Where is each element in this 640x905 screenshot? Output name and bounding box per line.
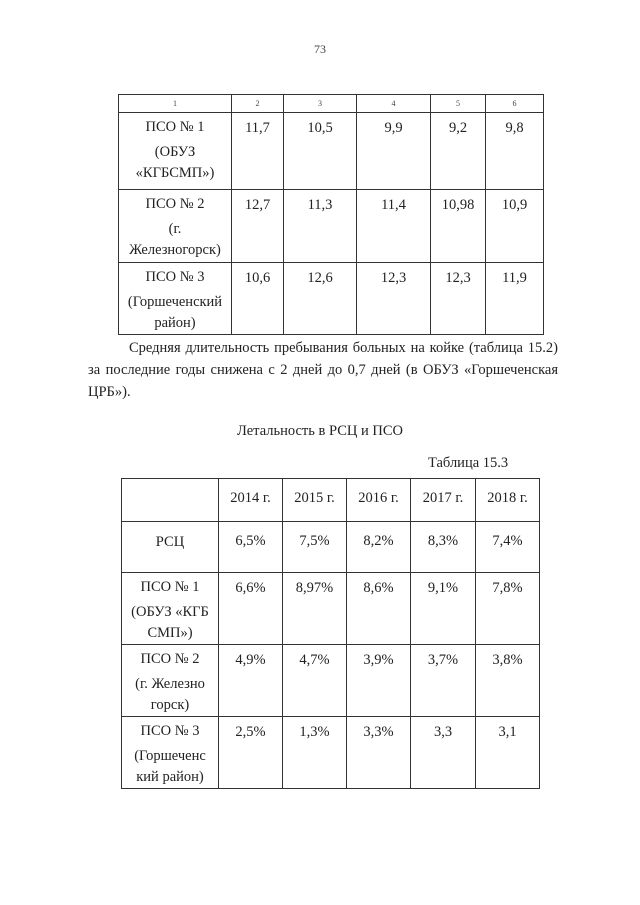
header-cell: 1: [119, 95, 232, 113]
table-cell: 8,3%: [411, 522, 476, 573]
row-sub: (г. Железно горск): [135, 676, 205, 713]
table-row: [119, 263, 544, 335]
row-label: [119, 113, 232, 190]
table-cell: 6,6%: [219, 573, 283, 645]
table-cell: 9,8: [486, 113, 544, 190]
table-caption: Летальность в РСЦ и ПСО: [237, 423, 403, 439]
table-cell: 3,7%: [411, 645, 476, 717]
header-cell: 2015 г.: [283, 479, 347, 522]
table-cell: 7,5%: [283, 522, 347, 573]
table-cell: 12,6: [284, 263, 357, 335]
table-cell: 3,3: [411, 717, 476, 789]
table-cell: 12,3: [431, 263, 486, 335]
table-cell: 10,6: [232, 263, 284, 335]
table-cell: 8,97%: [283, 573, 347, 645]
table-cell: 4,9%: [219, 645, 283, 717]
table-cell: 11,9: [486, 263, 544, 335]
header-cell: 2: [232, 95, 284, 113]
row-name: ПСО № 1: [140, 579, 200, 595]
table-bed-days: [118, 94, 544, 335]
table-cell: 9,9: [357, 113, 431, 190]
row-sub: (Горшеченс кий район): [134, 748, 206, 785]
table-cell: 7,8%: [476, 573, 540, 645]
table-cell: 11,3: [284, 190, 357, 263]
row-name: РСЦ: [155, 534, 185, 550]
row-name: ПСО № 3: [140, 723, 200, 739]
table-cell: 10,98: [431, 190, 486, 263]
table-cell: 3,3%: [347, 717, 411, 789]
header-cell: 2016 г.: [347, 479, 411, 522]
table-cell: 10,5: [284, 113, 357, 190]
row-sub: (г. Железногорск): [129, 221, 221, 258]
table-cell: 3,1: [476, 717, 540, 789]
table-cell: 9,1%: [411, 573, 476, 645]
row-label: [122, 717, 219, 789]
table-header-row: [122, 479, 540, 522]
row-sub: (ОБУЗ «КГБ СМП»): [131, 604, 209, 641]
row-name: ПСО № 3: [145, 269, 205, 285]
table-row: [122, 573, 540, 645]
table-number: Таблица 15.3: [428, 455, 509, 471]
header-cell: 2017 г.: [411, 479, 476, 522]
header-cell: 3: [284, 95, 357, 113]
table-cell: 4,7%: [283, 645, 347, 717]
header-cell: 6: [486, 95, 544, 113]
body-paragraph: Средняя длительность пребывания больных на койке (таблица 15.2) за последние годы снижена с 2 дней до 0,7 дней (в ОБУЗ «Горшеченская ЦРБ»).: [88, 339, 558, 400]
row-label: [122, 522, 219, 573]
row-name: ПСО № 1: [145, 119, 205, 135]
header-cell: 2014 г.: [219, 479, 283, 522]
table-cell: 12,3: [357, 263, 431, 335]
table-cell: 1,3%: [283, 717, 347, 789]
row-sub: (ОБУЗ «КГБСМП»): [135, 144, 215, 181]
table-cell: 2,5%: [219, 717, 283, 789]
row-label: [119, 263, 232, 335]
table-mortality: [121, 478, 540, 789]
table-cell: 12,7: [232, 190, 284, 263]
table-row: [122, 717, 540, 789]
row-label: [122, 573, 219, 645]
table-cell: 11,7: [232, 113, 284, 190]
table-cell: 3,9%: [347, 645, 411, 717]
table-cell: 3,8%: [476, 645, 540, 717]
table-cell: 8,2%: [347, 522, 411, 573]
header-cell: [122, 479, 219, 522]
table-cell: 11,4: [357, 190, 431, 263]
row-name: ПСО № 2: [140, 651, 200, 667]
header-cell: 4: [357, 95, 431, 113]
table-cell: 10,9: [486, 190, 544, 263]
table-row: [122, 645, 540, 717]
row-label: [122, 645, 219, 717]
row-name: ПСО № 2: [145, 196, 205, 212]
page-number: 73: [314, 42, 326, 56]
table-row: [119, 113, 544, 190]
table-row: [122, 522, 540, 573]
row-sub: (Горшеченский район): [127, 294, 223, 331]
table-cell: 7,4%: [476, 522, 540, 573]
table-row: [119, 190, 544, 263]
table-cell: 9,2: [431, 113, 486, 190]
table-header-row: [119, 95, 544, 113]
row-label: [119, 190, 232, 263]
header-cell: 2018 г.: [476, 479, 540, 522]
header-cell: 5: [431, 95, 486, 113]
table-cell: 8,6%: [347, 573, 411, 645]
table-cell: 6,5%: [219, 522, 283, 573]
